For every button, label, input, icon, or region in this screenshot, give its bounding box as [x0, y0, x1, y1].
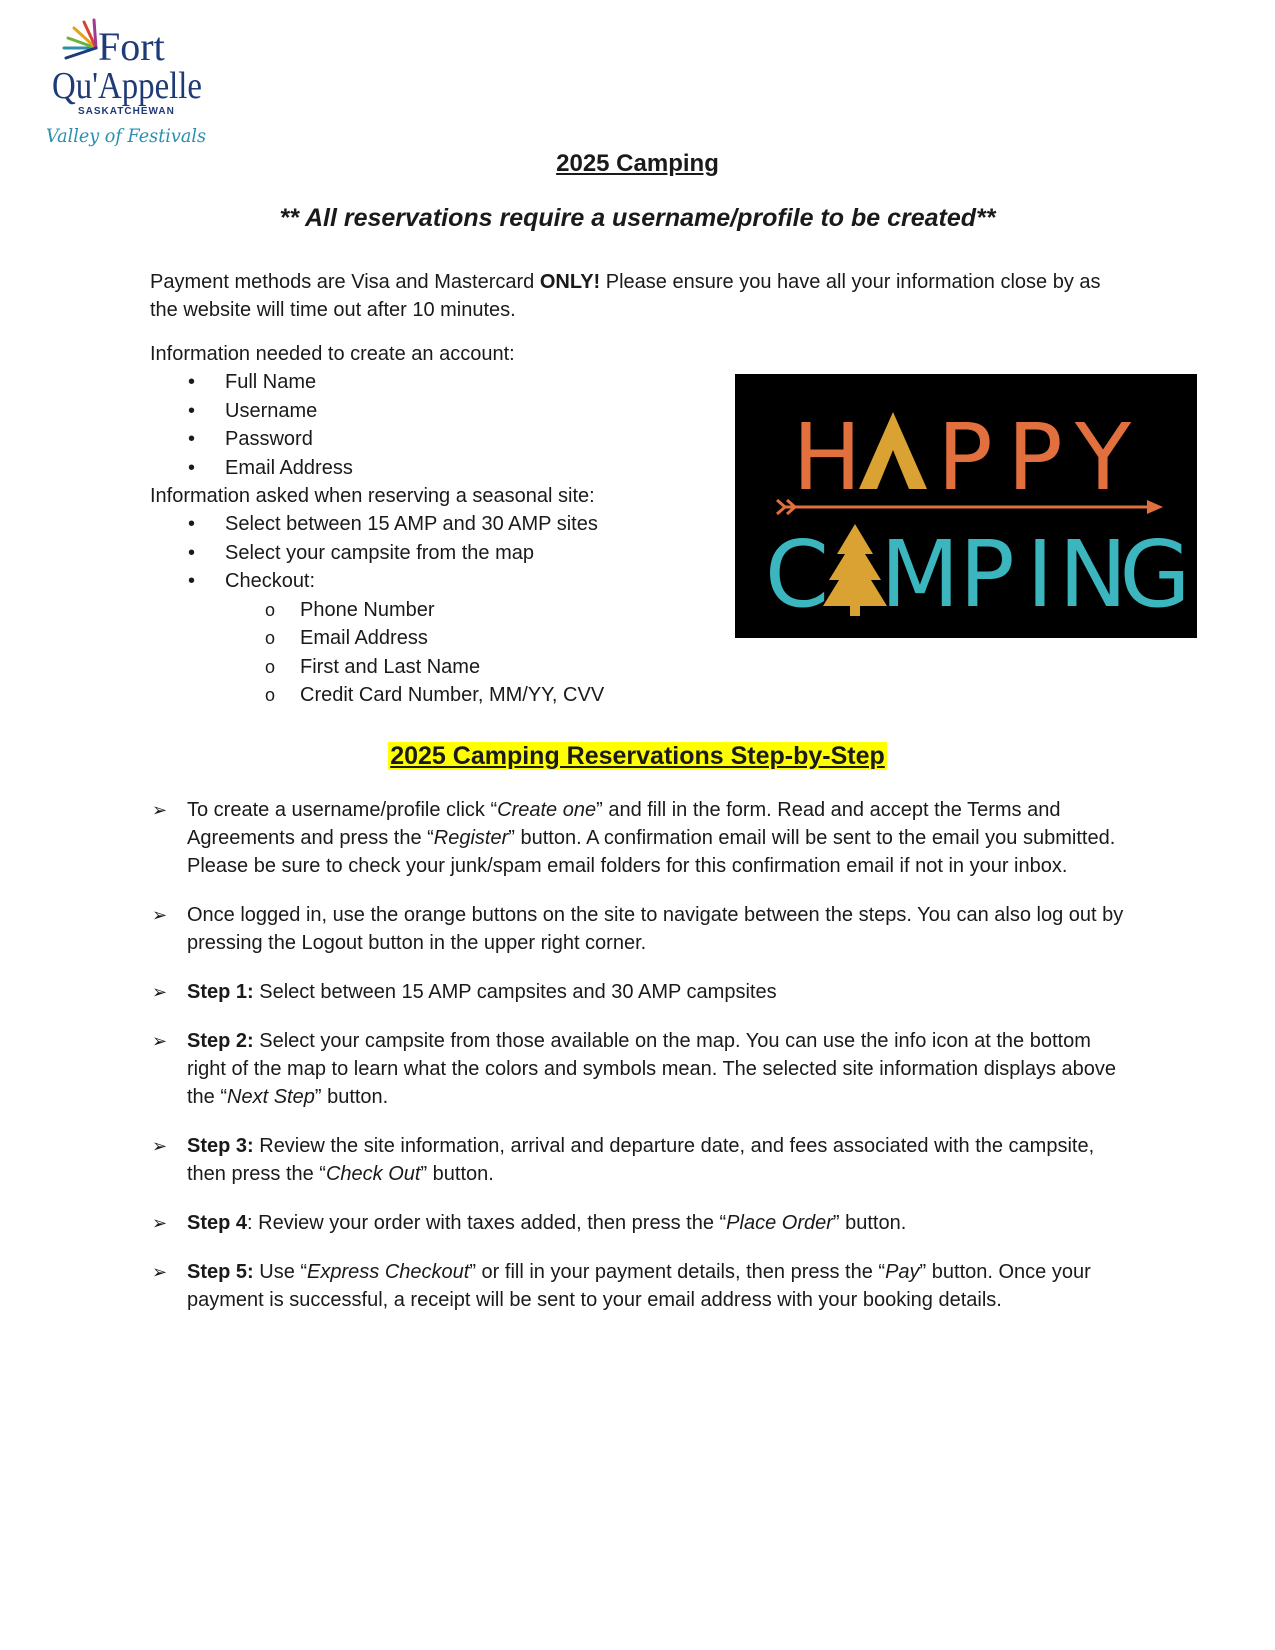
step-text [187, 1212, 906, 1234]
logo-line3: SASKATCHEWAN [78, 106, 175, 117]
circle-bullet-icon: o [265, 656, 276, 677]
badge-letter: H [792, 404, 862, 511]
step-text-segment: Check Out [325, 1163, 421, 1185]
step-item [150, 1132, 1130, 1188]
step-text-segment: Step 4 [187, 1212, 248, 1234]
tree-trunk [850, 606, 860, 616]
list-item [150, 397, 353, 426]
steps-list [150, 796, 1130, 1335]
arrow-bullet-icon: ➢ [152, 905, 168, 925]
sub-list-item [225, 596, 604, 625]
sub-list-item-text: Phone Number [300, 598, 435, 621]
account-heading: Information needed to create an account: [150, 343, 515, 365]
step-text-segment: Once logged in, use the orange buttons on the site to navigate between the steps. You can also log out by pressing the Logout button in the upper right corner. [187, 904, 1124, 954]
bullet-icon: • [188, 570, 196, 592]
arrow-bullet-icon: ➢ [152, 1031, 168, 1051]
payment-note [150, 268, 1130, 324]
payment-note-after: Please ensure you have all your information close by as the website will time out after 10 minutes. [150, 271, 1101, 321]
page-title: 2025 Camping [556, 150, 719, 177]
sub-list-item-text: Email Address [300, 627, 428, 649]
pine-tree-icon [823, 524, 887, 606]
step-text-segment: Select your campsite from those available on the map. You can use the info icon at the bottom right of the map to learn what the colors and symbols mean. The selected site information displays above the “ [187, 1030, 1117, 1108]
step-item [150, 1258, 1130, 1314]
list-item-text: Checkout: [225, 570, 316, 592]
bullet-icon: • [188, 541, 196, 564]
step-text-segment: To create a username/profile click “ [187, 799, 498, 821]
step-text-segment: ” button. A confirmation email will be sent to the email you submitted. Please be sure to check your junk/spam email folders for this confirmation email if not in your inbox. [187, 827, 1116, 877]
step-text-segment: Pay [885, 1261, 920, 1283]
step-text-segment: Step 3: [187, 1135, 254, 1157]
steps-heading-text: 2025 Camping Reservations Step-by-Step [390, 742, 885, 770]
badge-letter: G [1119, 521, 1191, 628]
payment-note-before: Payment methods are Visa and Mastercard [150, 271, 540, 293]
badge-letter: P [1007, 404, 1063, 511]
list-item [150, 368, 353, 397]
list-item-text: Full Name [225, 371, 317, 393]
happy-camping-image [735, 374, 1197, 638]
payment-note-bold: ONLY! [539, 271, 601, 293]
badge-letter: I [1026, 521, 1054, 628]
step-text-segment: ” button. [420, 1163, 494, 1185]
arrow-bullet-icon: ➢ [152, 1213, 168, 1233]
steps-heading [0, 742, 1275, 771]
badge-letter: P [937, 404, 993, 511]
circle-bullet-icon: o [265, 628, 276, 648]
sub-list-item-text: First and Last Name [300, 655, 481, 678]
step-text-segment: Select between 15 AMP campsites and 30 AMP campsites [253, 981, 777, 1003]
step-text-segment: Register [433, 827, 509, 849]
step-text-segment: Place Order [726, 1212, 833, 1234]
step-text-segment: Next Step [227, 1086, 315, 1108]
circle-bullet-icon: o [265, 685, 276, 705]
badge-letter: M [880, 521, 960, 628]
seasonal-heading: Information asked when reserving a seasonal site: [150, 485, 595, 507]
list-item-text: Select between 15 AMP and 30 AMP sites [225, 513, 598, 535]
step-text-segment: ” button. [832, 1212, 907, 1234]
bullet-icon: • [188, 513, 196, 535]
step-text-segment: Use “ [253, 1261, 308, 1283]
list-item-text: Email Address [225, 456, 353, 479]
sub-list-item [225, 653, 604, 682]
step-text-segment: Step 5: [187, 1261, 254, 1283]
logo-line2: Qu'Appelle [52, 65, 202, 107]
page-subtitle: ** All reservations require a username/profile to be created** [279, 204, 996, 232]
sub-list-item-text: Credit Card Number, MM/YY, CVV [300, 684, 605, 706]
checkout-info-list [225, 596, 604, 710]
list-item-text: Password [225, 428, 313, 450]
arrow-bullet-icon: ➢ [152, 800, 168, 820]
step-item [150, 1209, 1130, 1237]
happy-camping-graphic [735, 374, 1197, 638]
list-item [150, 567, 604, 710]
arrow-bullet-icon: ➢ [152, 1136, 168, 1156]
step-text [187, 799, 1115, 877]
step-item [150, 901, 1130, 957]
list-item-text: Username [225, 399, 318, 422]
step-text-segment: ” and fill in the form. Read and accept the Terms and Agreements and press the “ [187, 799, 1061, 849]
step-item [150, 978, 1130, 1006]
step-text-segment: Step 1: [187, 981, 254, 1003]
logo-graphic [46, 18, 216, 154]
step-item [150, 1027, 1130, 1111]
bullet-icon: • [188, 428, 196, 450]
step-text [187, 1135, 1094, 1185]
step-item [150, 796, 1130, 880]
bullet-icon: • [188, 399, 196, 422]
list-item-text: Select your campsite from the map [225, 541, 535, 564]
step-text-segment: : Review your order with taxes added, then press the “ [247, 1212, 727, 1234]
sub-list-item [225, 624, 604, 653]
step-text-segment: ” button. Once your payment is successful, a receipt will be sent to your email address with your booking details. [187, 1261, 1091, 1311]
bullet-icon: • [188, 371, 196, 393]
step-text [187, 904, 1123, 954]
badge-letter: P [959, 521, 1015, 628]
sub-list-item [225, 681, 604, 710]
step-text-segment: ” or fill in your payment details, then press the “ [469, 1261, 886, 1283]
badge-letter: N [1058, 521, 1128, 628]
fireworks-icon [64, 20, 96, 58]
fort-quappelle-logo [46, 18, 216, 154]
list-item [150, 425, 353, 454]
tent-icon [859, 412, 927, 489]
step-text-segment: Step 2: [187, 1030, 254, 1052]
step-text [187, 1030, 1116, 1108]
arrow-bullet-icon: ➢ [152, 982, 168, 1002]
seasonal-info-list [150, 510, 604, 710]
arrow-bullet-icon: ➢ [152, 1262, 168, 1282]
bullet-icon: • [188, 456, 196, 479]
step-text-segment: ” button. [314, 1086, 389, 1108]
list-item [150, 454, 353, 483]
circle-bullet-icon: o [265, 599, 276, 620]
list-item [150, 539, 604, 568]
step-text [187, 981, 777, 1003]
badge-word-camping [765, 521, 1191, 628]
badge-letter: Y [1074, 404, 1132, 511]
step-text-segment: Express Checkout [307, 1261, 470, 1283]
logo-line1: Fort [98, 24, 165, 69]
badge-letter: C [764, 521, 830, 628]
logo-tagline: Valley of Festivals [46, 125, 207, 147]
step-text [187, 1261, 1091, 1311]
badge-word-happy [792, 404, 1131, 511]
account-info-list [150, 368, 353, 482]
list-item [150, 510, 604, 539]
step-text-segment: Create one [497, 799, 597, 821]
step-text-segment: Review the site information, arrival and departure date, and fees associated with the campsite, then press the “ [187, 1135, 1095, 1185]
